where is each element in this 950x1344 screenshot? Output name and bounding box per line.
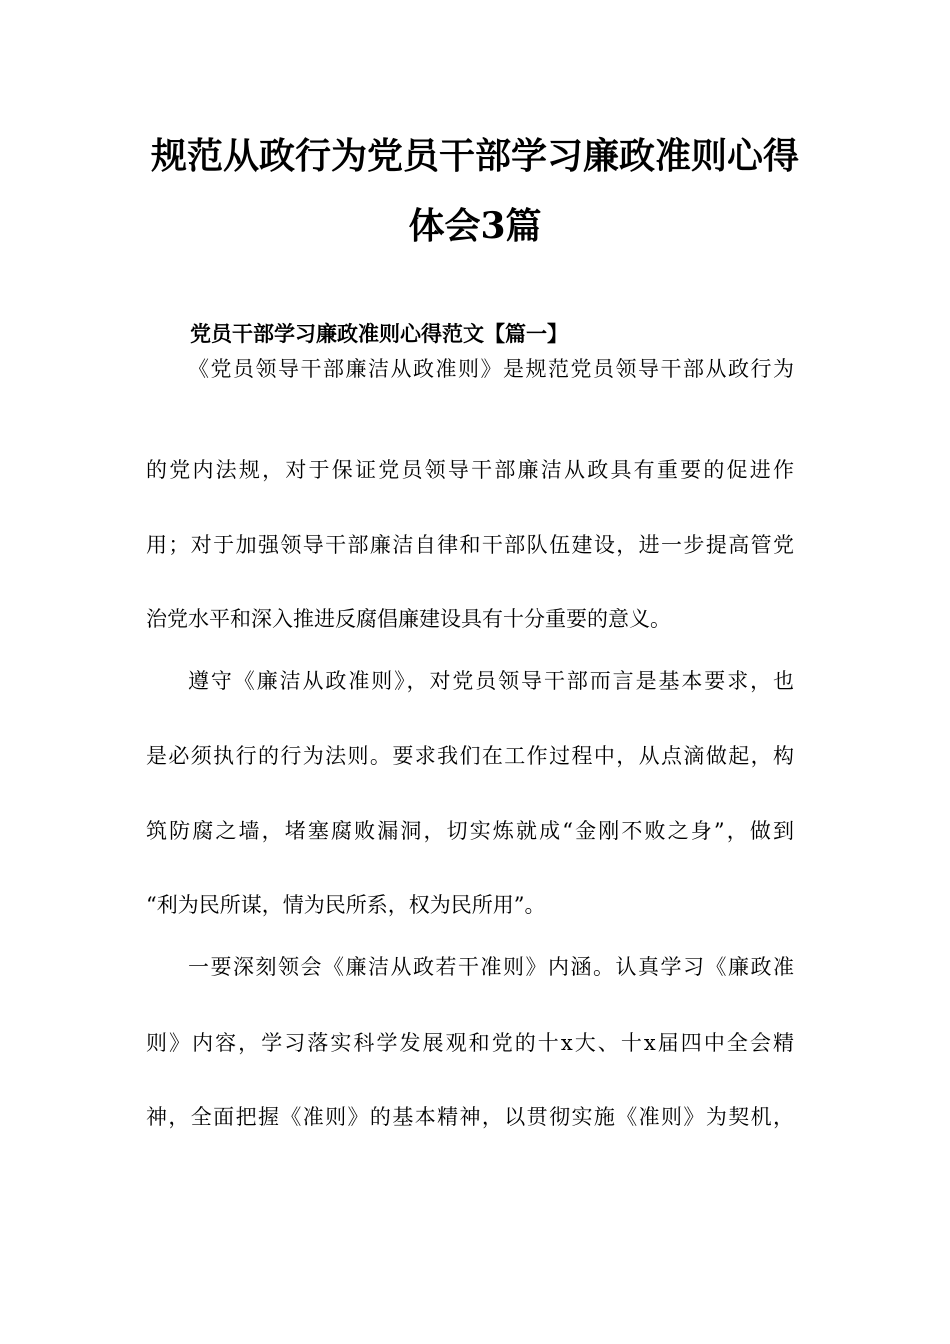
paragraph-1-line-3: 用；对于加强领导干部廉洁自律和干部队伍建设，进一步提高管党: [146, 533, 794, 557]
paragraph-1-line-2: 的党内法规，对于保证党员领导干部廉洁从政具有重要的促进作: [146, 458, 794, 482]
paragraph-2-line-2: 是必须执行的行为法则。要求我们在工作过程中，从点滴做起，构: [146, 744, 794, 768]
paragraph-3-line-1: 一要深刻领会《廉洁从政若干准则》内涵。认真学习《廉政准: [188, 955, 794, 979]
document-title-line-1: 规范从政行为党员干部学习廉政准则心得: [150, 135, 799, 177]
paragraph-2-line-3: 筑防腐之墙，堵塞腐败漏洞，切实炼就成“金刚不败之身”，做到: [146, 819, 794, 843]
paragraph-1-line-4: 治党水平和深入推进反腐倡廉建设具有十分重要的意义。: [146, 607, 671, 631]
paragraph-3-line-2: 则》内容，学习落实科学发展观和党的十x大、十x届四中全会精: [146, 1031, 794, 1055]
paragraph-2-line-1: 遵守《廉洁从政准则》，对党员领导干部而言是基本要求，也: [188, 669, 794, 693]
document-title-line-2: 体会3篇: [408, 205, 542, 247]
paragraph-2-line-4: “利为民所谋，情为民所系，权为民所用”。: [146, 893, 546, 917]
paragraph-3-line-3: 神，全面把握《准则》的基本精神，以贯彻实施《准则》为契机，: [146, 1105, 794, 1129]
paragraph-1-line-1: 《党员领导干部廉洁从政准则》是规范党员领导干部从政行为: [188, 357, 794, 381]
section-heading: 党员干部学习廉政准则心得范文【篇一】: [190, 321, 568, 346]
